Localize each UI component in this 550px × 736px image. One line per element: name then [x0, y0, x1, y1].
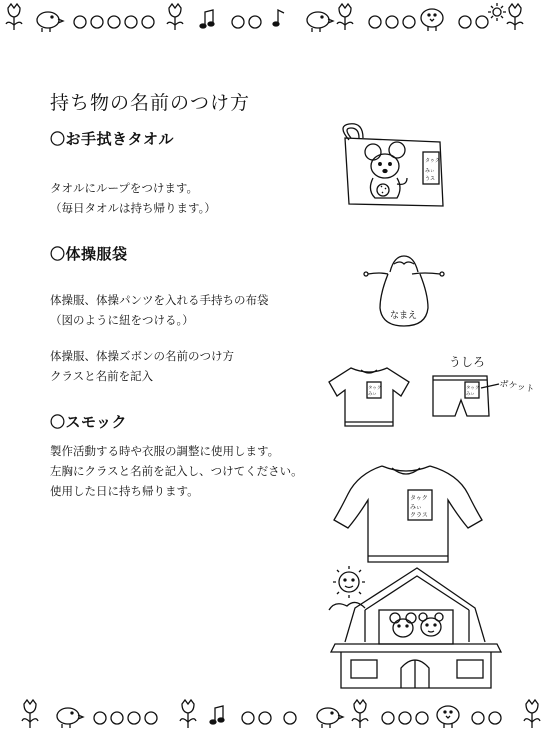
bottom-decorative-border	[0, 694, 550, 736]
svg-text:みぃ: みぃ	[368, 392, 377, 397]
gym-bag-illustration	[360, 250, 450, 332]
section-text-gym-clothes	[50, 346, 234, 386]
bird-icon	[307, 12, 333, 32]
house-icon	[331, 568, 501, 688]
pocket-label: ポケット	[498, 379, 536, 396]
mouse-icon	[365, 142, 407, 198]
gym-pants-illustration	[425, 350, 550, 422]
pants-name-tag: タゥク	[466, 386, 480, 391]
bear-icon	[419, 613, 443, 636]
bird-icon	[37, 12, 63, 32]
text-line: 体操服、体操ズボンの名前のつけ方	[50, 349, 234, 363]
page-title: 持ち物の名前のつけ方	[50, 92, 251, 114]
chick-icon	[94, 712, 501, 724]
text-line: 使用した日に持ち帰ります。	[50, 484, 199, 498]
tulip-icon	[524, 700, 540, 728]
tulip-icon	[352, 700, 368, 728]
sun-icon	[488, 3, 506, 21]
smock-name-tag: タゥク	[410, 495, 428, 502]
text-line: 左胸にクラスと名前を記入し、つけてください。	[50, 464, 303, 478]
text-line: 体操服、体操パンツを入れる手持ちの布袋	[50, 293, 269, 307]
tulip-icon	[167, 4, 183, 30]
pants-back-label: うしろ	[449, 355, 486, 369]
bird-icon	[57, 708, 83, 728]
gym-shirt-illustration	[325, 362, 415, 434]
bird-icon	[437, 706, 459, 728]
svg-text:みぃ: みぃ	[425, 168, 435, 174]
top-decorative-border	[0, 0, 550, 42]
section-text-smock	[50, 441, 303, 501]
section-text-towel	[50, 178, 216, 218]
svg-text:みぃ: みぃ	[466, 392, 475, 397]
house-illustration	[325, 560, 505, 692]
tulip-icon	[337, 4, 353, 30]
tulip-icon	[507, 4, 523, 30]
sun-icon	[333, 566, 365, 598]
bird-icon	[317, 708, 343, 728]
shirt-name-tag: タゥク	[368, 386, 382, 391]
tulip-icon	[6, 4, 22, 30]
text-line: （毎日タオルは持ち帰ります。）	[50, 201, 216, 215]
text-line: （図のように紐をつける。）	[50, 313, 194, 327]
text-line: 製作活動する時や衣服の調整に使用します。	[50, 444, 280, 458]
towel-name-tag: タゥク	[425, 158, 440, 164]
section-heading-towel: 〇お手拭きタオル	[50, 130, 175, 148]
section-heading-smock: 〇スモック	[50, 413, 128, 431]
bag-name-label: なまえ	[390, 311, 418, 321]
music-note-icon	[210, 706, 224, 724]
svg-text:クラス: クラス	[410, 512, 428, 519]
bird-icon	[421, 9, 443, 31]
svg-text:みぃ: みぃ	[410, 504, 422, 511]
towel-illustration	[335, 122, 450, 214]
smock-illustration	[330, 460, 485, 568]
tulip-icon	[180, 700, 196, 728]
svg-text:うス: うス	[425, 176, 436, 182]
mouse-icon	[390, 613, 416, 637]
text-line: クラスと名前を記入	[50, 369, 154, 383]
section-heading-gym-bag: 〇体操服袋	[50, 245, 128, 263]
text-line: タオルにループをつけます。	[50, 181, 199, 195]
tulip-icon	[22, 700, 38, 728]
music-note-icon	[200, 10, 284, 28]
section-text-gym-bag	[50, 290, 269, 330]
